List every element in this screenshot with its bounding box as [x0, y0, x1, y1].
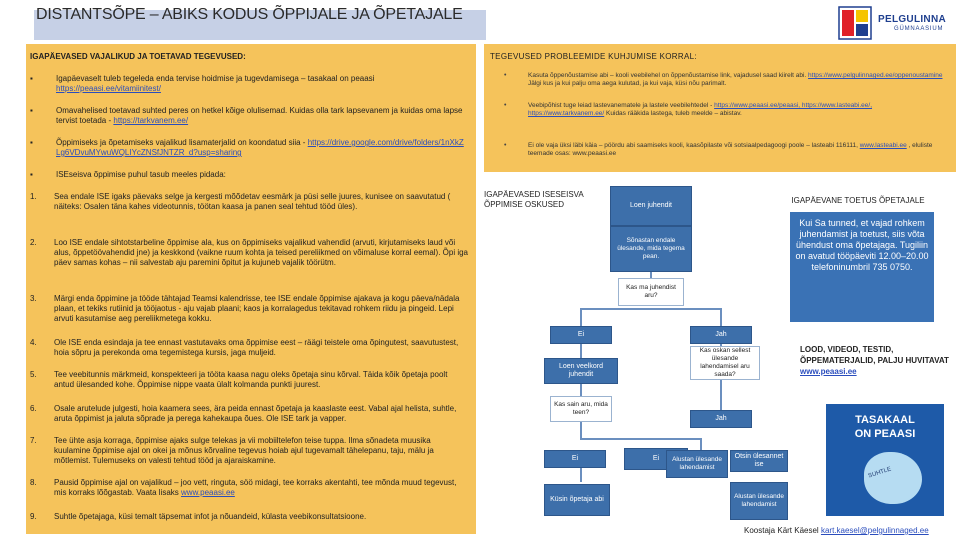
- balance-line-1: TASAKAAL: [855, 414, 915, 426]
- step-text: Ole ISE enda esindaja ja tee ennast vastutavaks oma õppimise eest – räägi teistele oma õpingutest, saavutustest, hoia sõpru ja perekonda oma tegemistega kursis, jaga muljeid.: [54, 338, 459, 357]
- flow-answer-no: Ei: [544, 450, 606, 468]
- flow-step-read-instructions: Loen juhendit: [610, 186, 692, 226]
- step-number: 9.: [30, 512, 37, 521]
- flow-answer-no: Ei: [624, 448, 688, 470]
- flow-answer-no: Ei: [550, 326, 612, 344]
- action-tail: , eluliste teemade osas: www.peaasi.ee: [528, 142, 933, 157]
- step-text: Tee ühte asja korraga, õppimise ajaks sulge telekas ja vii mobiiltelefon teise tuppa. Ilma sõnadeta muusika kuulamine õppimise ajal on okei ja mõnus kõrvaline tegevus hoiab ajul tugevamalt tähelepanu, taju, mälu ja mõtlemist. Tulemuseks on valesti tehtud tööd ja ajaraiskamine.: [54, 436, 434, 465]
- bullet-item: [56, 170, 466, 180]
- connector-line: [580, 344, 582, 358]
- step-text: Loo ISE endale sihtotstarbeline õppimise ala, kus on õppimiseks vajalikud vahendid (arvuti, kirjutamiseks laud või alus, õppetöövahendid jne) ja keskkond (vaikne ruum kohta ja teised pereliikmed on võimaluse korral eemal). Õpi iga päev samas kohas – nii salvestab aju paremini õpitut ja kujuneb vajalik töörütm.: [54, 238, 468, 267]
- author-footer: [744, 526, 929, 535]
- page-title: DISTANTSÕPE – ABIKS KODUS ÕPPIJALE JA ÕPETAJALE: [36, 6, 463, 23]
- bullet-text: Igapäevaselt tuleb tegeleda enda tervise hoidmise ja tugevdamisega – tasakaal on peaasi: [56, 74, 375, 83]
- bullet-marker: •: [504, 142, 507, 149]
- step-number: 8.: [30, 478, 37, 487]
- step-number: 3.: [30, 294, 37, 303]
- bullet-item: [56, 74, 466, 94]
- step-item: [54, 478, 468, 498]
- step-number: 4.: [30, 338, 37, 347]
- bullet-text: ISEseisva õppimise puhul tasub meeles pidada:: [56, 170, 226, 179]
- teacher-support-label: IGAPÄEVANE TOETUS ÕPETAJALE: [791, 196, 925, 205]
- flow-step-reread: Loen veelkord juhendit: [544, 358, 618, 384]
- step-text: Tee veebitunnis märkmeid, konspekteeri ja tööta kaasa nagu oleks õpetaja sinu kõrval. Täida kõik õpetaja poolt antud ülesanded kohe. Õppimise nippe vaata ülalt kolmanda punkti juurest.: [54, 370, 448, 389]
- step-text: Suhtle õpetajaga, küsi temalt täpsemat infot ja nõuandeid, külasta veebikonsultatsioone.: [54, 512, 367, 521]
- action-text: Kasuta õppenõustamise abi – kooli veebilehel on õppenõustamise link, vajadusel saad kiirelt abi.: [528, 72, 807, 79]
- action-tail: Kuidas rääkida lastega, tuleb meelde – abistav.: [606, 110, 742, 117]
- flow-answer-yes: Jah: [690, 326, 752, 344]
- action-text: Veebipõhist tuge leiad lastevanematele ja lastele veebilehtedel -: [528, 102, 713, 109]
- step-link[interactable]: www.peaasi.ee: [181, 488, 235, 497]
- flow-step-ask-teacher: Küsin õpetaja abi: [544, 484, 610, 516]
- connector-line: [700, 438, 702, 450]
- step-text: Märgi enda õppimine ja tööde tähtajad Teamsi kalendrisse, tee ISE endale õppimise ajakava ja kogu päeva/nädala plaan, et tekiks rutiinid ja tööjaotus - aju vajab plaani; kaos ja korralagedus tekitavad rohkem riidu ja pingeid. Lepi arvuti kasutamise aeg pereliikmetega kokku.: [54, 294, 460, 323]
- connector-line: [580, 308, 720, 310]
- step-number: 5.: [30, 370, 37, 379]
- logo-mark-icon: [838, 6, 872, 40]
- connector-line: [580, 438, 700, 440]
- bullet-marker: •: [504, 72, 507, 79]
- flow-question-got-it: Kas sain aru, mida teen?: [550, 396, 612, 422]
- action-item: [528, 72, 946, 88]
- bullet-link[interactable]: https://tarkvanem.ee/: [113, 116, 189, 125]
- flow-question-understood: Kas ma juhendist aru?: [618, 278, 684, 306]
- step-text: Pausid õppimise ajal on vajalikud – joo vett, ringuta, söö midagi, tee korraks akentahti, tee mõnda muud tegevust, mis korraks lõõgastab. Vaata lisaks: [54, 478, 457, 497]
- panel-heading: IGAPÄEVASED VAJALIKUD JA TOETAVAD TEGEVUSED:: [30, 52, 246, 61]
- bullet-item: [56, 138, 466, 158]
- bullet-marker: ▪: [30, 74, 33, 83]
- panel-heading: TEGEVUSED PROBLEEMIDE KUHJUMISE KORRAL:: [490, 52, 697, 61]
- step-text: Osale arutelude julgesti, hoia kaamera sees, ära peida ennast õpetaja ja kaaslaste eest. Vabal ajal helista, suhtle, aruta õppimist ja jaluta sõprade ja perega kahekaupa õues. Ole ISE tark ja vapper.: [54, 404, 457, 423]
- connector-line: [580, 308, 582, 326]
- flow-question-can-solve: Kas oskan sellest ülesande lahendamisel aru saada?: [690, 346, 760, 380]
- action-tail: Jälgi kus ja kui palju oma aega kulutad, ja kui vaja, küsi nõu parimalt.: [528, 80, 727, 87]
- step-number: 1.: [30, 192, 37, 201]
- bullet-text: Õppimiseks ja õpetamiseks vajalikud lisamaterjalid on koondatud siia -: [56, 138, 306, 147]
- action-link[interactable]: https://www.pelgulinnaged.ee/oppenoustamine: [808, 72, 943, 79]
- action-item: [528, 142, 946, 158]
- bullet-link[interactable]: https://drive.google.com/drive/folders/1nXkZLg6VDvuMYwuWQLIYcZNSfJNTZR_d?usp=sharing: [56, 138, 464, 157]
- action-item: [528, 102, 946, 118]
- bullet-item: [56, 106, 466, 126]
- flow-step-start-solving: Alustan ülesande lahendamist: [730, 482, 788, 520]
- resources-link[interactable]: www.peaasi.ee: [800, 367, 857, 376]
- logo-subtitle: GÜMNAASIUM: [894, 26, 944, 32]
- action-link[interactable]: https://www.peaasi.ee/peaasi, https://www.lasteabi.ee/, https://www.tarkvanem.ee/: [528, 102, 873, 117]
- bullet-marker: •: [504, 102, 507, 109]
- resources-note: [800, 344, 954, 377]
- connector-line: [720, 308, 722, 326]
- action-link[interactable]: www.lasteabi.ee: [859, 142, 907, 149]
- bullet-text: Omavahelised toetavad suhted peres on hetkel kõige olulisemad. Kuidas olla tark lapsevanem ja kuidas oma lapse tervist toetada -: [56, 106, 463, 125]
- step-text: Sea endale ISE igaks päevaks selge ja kergesti mõõdetav eesmärk ja püsi selle juures, kunisee on saavutatud ( näiteks: Osalen täna kahes videotunnis, töötan kaasa ja panen seal tehtud tööd üles).: [54, 192, 451, 211]
- teacher-support-box: Kui Sa tunned, et vajad rohkem juhendamist ja toetust, siis võta ühendust oma õpetajaga. Tugiliin on avatud tööpäeviti 12.00–20.00 telefoninumbril 735 0750.: [790, 212, 934, 322]
- logo-name: PELGULINNA: [878, 14, 946, 25]
- bullet-link[interactable]: https://peaasi.ee/vitamiinitest/: [56, 84, 161, 93]
- author-label: Koostaja Kärt Käesel: [744, 526, 819, 535]
- action-text: Ei ole vaja üksi läbi käia – pöördu abi saamiseks kooli, kaasõpilaste või sotsiaalpedagoogi poole – lasteabi 116111,: [528, 142, 858, 149]
- balance-graphic: [826, 404, 944, 516]
- problem-actions-panel: [484, 44, 956, 172]
- daily-activities-panel: [26, 44, 476, 534]
- flow-step-start-solving: Alustan ülesande lahendamist: [666, 450, 728, 478]
- author-email-link[interactable]: kart.kaesel@pelgulinnaged.ee: [820, 526, 929, 535]
- flow-step-formulate-task: Sõnastan endale ülesande, mida tegema pean.: [610, 226, 692, 272]
- school-logo: [838, 4, 960, 44]
- self-study-flowchart: [540, 186, 790, 536]
- step-number: 2.: [30, 238, 37, 247]
- step-number: 6.: [30, 404, 37, 413]
- flow-step-search-task: Otsin ülesannet ise: [730, 450, 788, 472]
- resources-text: LOOD, VIDEOD, TESTID, ÕPPEMATERJALID, PALJU HUVITAVAT: [800, 345, 949, 365]
- bullet-marker: ▪: [30, 106, 33, 115]
- connector-line: [580, 422, 582, 438]
- flow-answer-yes: Jah: [690, 410, 752, 428]
- bullet-marker: ▪: [30, 170, 33, 179]
- balance-line-2: ON PEAASI: [854, 428, 916, 440]
- connector-line: [580, 468, 582, 482]
- flowchart-label: IGAPÄEVASED ISESEISVA ÕPPIMISE OSKUSED: [484, 190, 584, 209]
- step-number: 7.: [30, 436, 37, 445]
- bullet-marker: ▪: [30, 138, 33, 147]
- mascot-text: SUHTLE: [867, 466, 893, 480]
